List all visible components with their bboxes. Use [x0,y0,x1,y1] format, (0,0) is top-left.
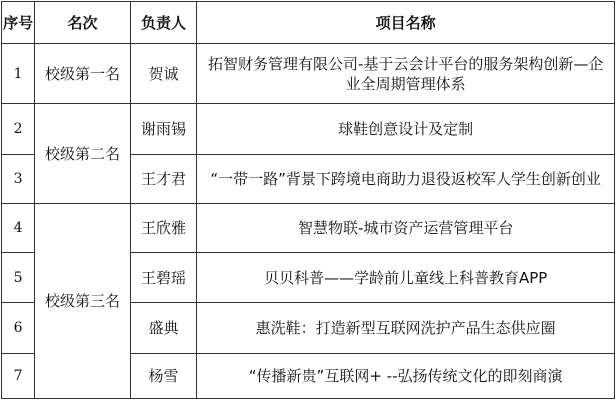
header-rank: 名次 [35,2,131,44]
row-project: 拓智财务管理有限公司-基于云会计平台的服务架构创新—企业全周期管理体系 [197,44,615,104]
header-person: 负责人 [130,2,196,44]
row-project: 智慧物联-城市资产运营管理平台 [197,204,615,253]
row-index: 3 [2,155,35,204]
row-project: 惠洗鞋：打造新型互联网洗护产品生态供应圈 [197,303,615,354]
row-person: 杨雪 [130,354,196,399]
row-person: 王才君 [130,155,196,204]
row-project: “一带一路”背景下跨境电商助力退役返校军人学生创新创业 [197,155,615,204]
row-rank: 校级第一名 [35,44,131,104]
row-person: 王碧瑶 [130,253,196,303]
row-index: 5 [2,253,35,303]
row-index: 2 [2,104,35,155]
row-person: 谢雨锡 [130,104,196,155]
row-person: 王欣雅 [130,204,196,253]
header-index: 序号 [2,2,35,44]
row-index: 7 [2,354,35,399]
row-project: 贝贝科普——学龄前儿童线上科普教育APP [197,253,615,303]
table-row [2,44,615,104]
row-person: 贺诚 [130,44,196,104]
table-row [2,204,615,253]
row-index: 4 [2,204,35,253]
row-index: 1 [2,44,35,104]
award-table [1,1,615,399]
row-rank: 校级第二名 [35,104,131,204]
row-rank: 校级第三名 [35,204,131,399]
row-project: 球鞋创意设计及定制 [197,104,615,155]
row-project: “传播新贵”互联网+ --弘扬传统文化的即刻商演 [197,354,615,399]
header-row [2,2,615,44]
table-row [2,104,615,155]
row-person: 盛典 [130,303,196,354]
row-index: 6 [2,303,35,354]
header-project: 项目名称 [197,2,615,44]
